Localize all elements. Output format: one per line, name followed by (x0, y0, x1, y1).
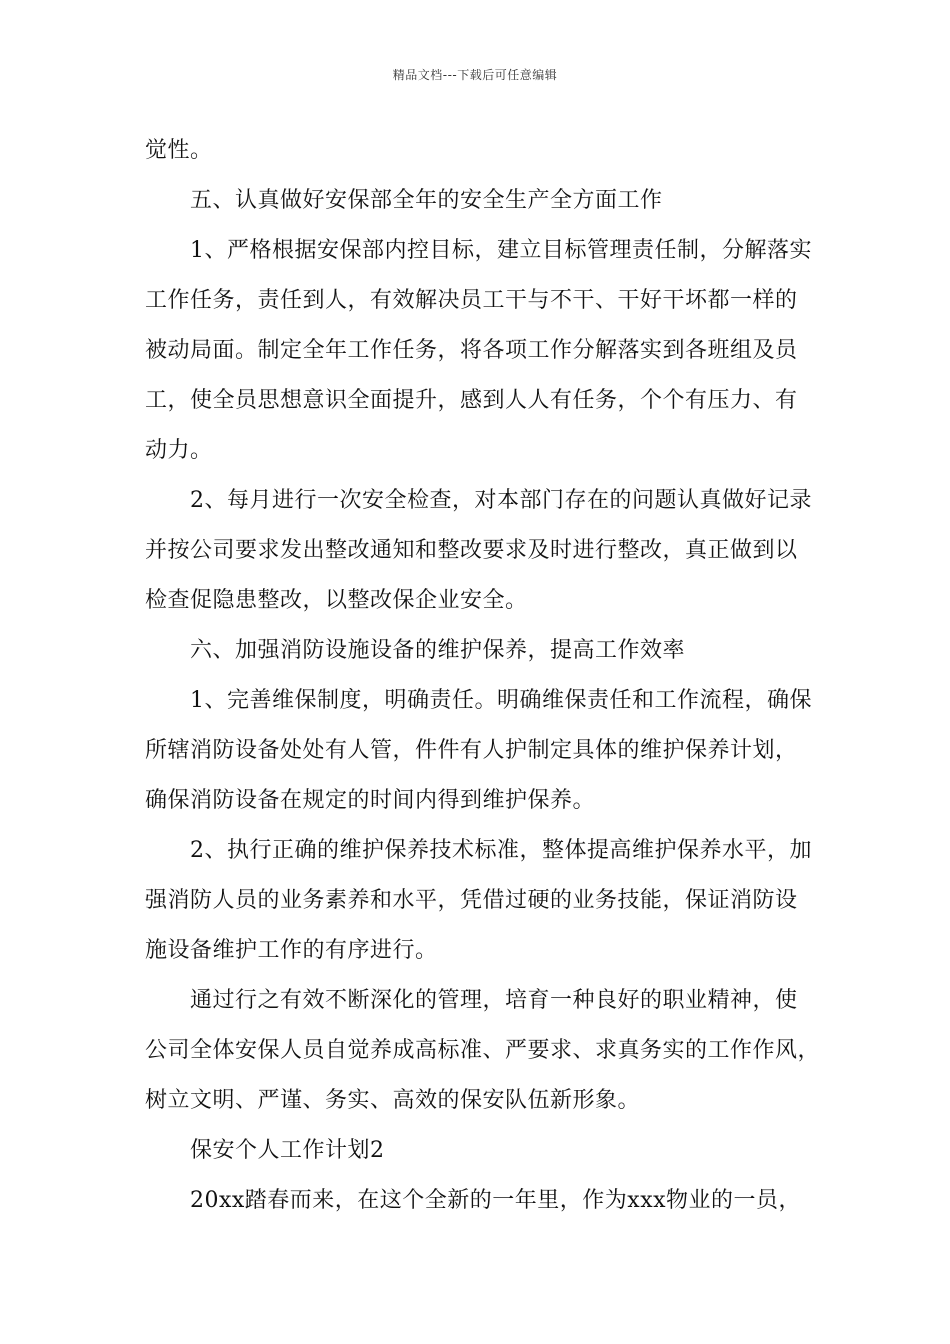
text-line: 通过行之有效不断深化的管理，培育一种良好的职业精神，使 (190, 988, 798, 1013)
section-heading: 六、加强消防设施设备的维护保养，提高工作效率 (190, 638, 686, 663)
text-line: 所辖消防设备处处有人管，件件有人护制定具体的维护保养计划， (145, 738, 798, 763)
text-line: 被动局面。制定全年工作任务，将各项工作分解落实到各班组及员 (145, 338, 798, 363)
section-heading: 五、认真做好安保部全年的安全生产全方面工作 (190, 188, 663, 213)
text-line: 1、完善维保制度，明确责任。明确维保责任和工作流程，确保 (190, 688, 812, 713)
text-line: 觉性。 (145, 138, 213, 163)
text-line: 并按公司要求发出整改通知和整改要求及时进行整改，真正做到以 (145, 538, 798, 563)
text-line: 2、每月进行一次安全检查，对本部门存在的问题认真做好记录 (190, 488, 812, 513)
page-header: 精品文档---下载后可任意编辑 (392, 68, 558, 82)
text-line: 工，使全员思想意识全面提升，感到人人有任务，个个有压力、有 (145, 388, 798, 413)
text-line: 施设备维护工作的有序进行。 (145, 938, 438, 963)
text-line: 工作任务，责任到人，有效解决员工干与不干、干好干坏都一样的 (145, 288, 798, 313)
text-line: 20xx踏春而来，在这个全新的一年里，作为xxx物业的一员， (190, 1188, 802, 1213)
document-subtitle: 保安个人工作计划2 (190, 1138, 385, 1163)
text-line: 检查促隐患整改，以整改保企业安全。 (145, 588, 528, 613)
text-line: 公司全体安保人员自觉养成高标准、严要求、求真务实的工作作风， (145, 1038, 821, 1063)
text-line: 动力。 (145, 438, 213, 463)
text-line: 确保消防设备在规定的时间内得到维护保养。 (145, 788, 596, 813)
text-line: 树立文明、严谨、务实、高效的保安队伍新形象。 (145, 1088, 641, 1113)
text-line: 1、严格根据安保部内控目标，建立目标管理责任制，分解落实 (190, 238, 812, 263)
text-line: 强消防人员的业务素养和水平，凭借过硬的业务技能，保证消防设 (145, 888, 798, 913)
text-line: 2、执行正确的维护保养技术标准，整体提高维护保养水平，加 (190, 838, 812, 863)
